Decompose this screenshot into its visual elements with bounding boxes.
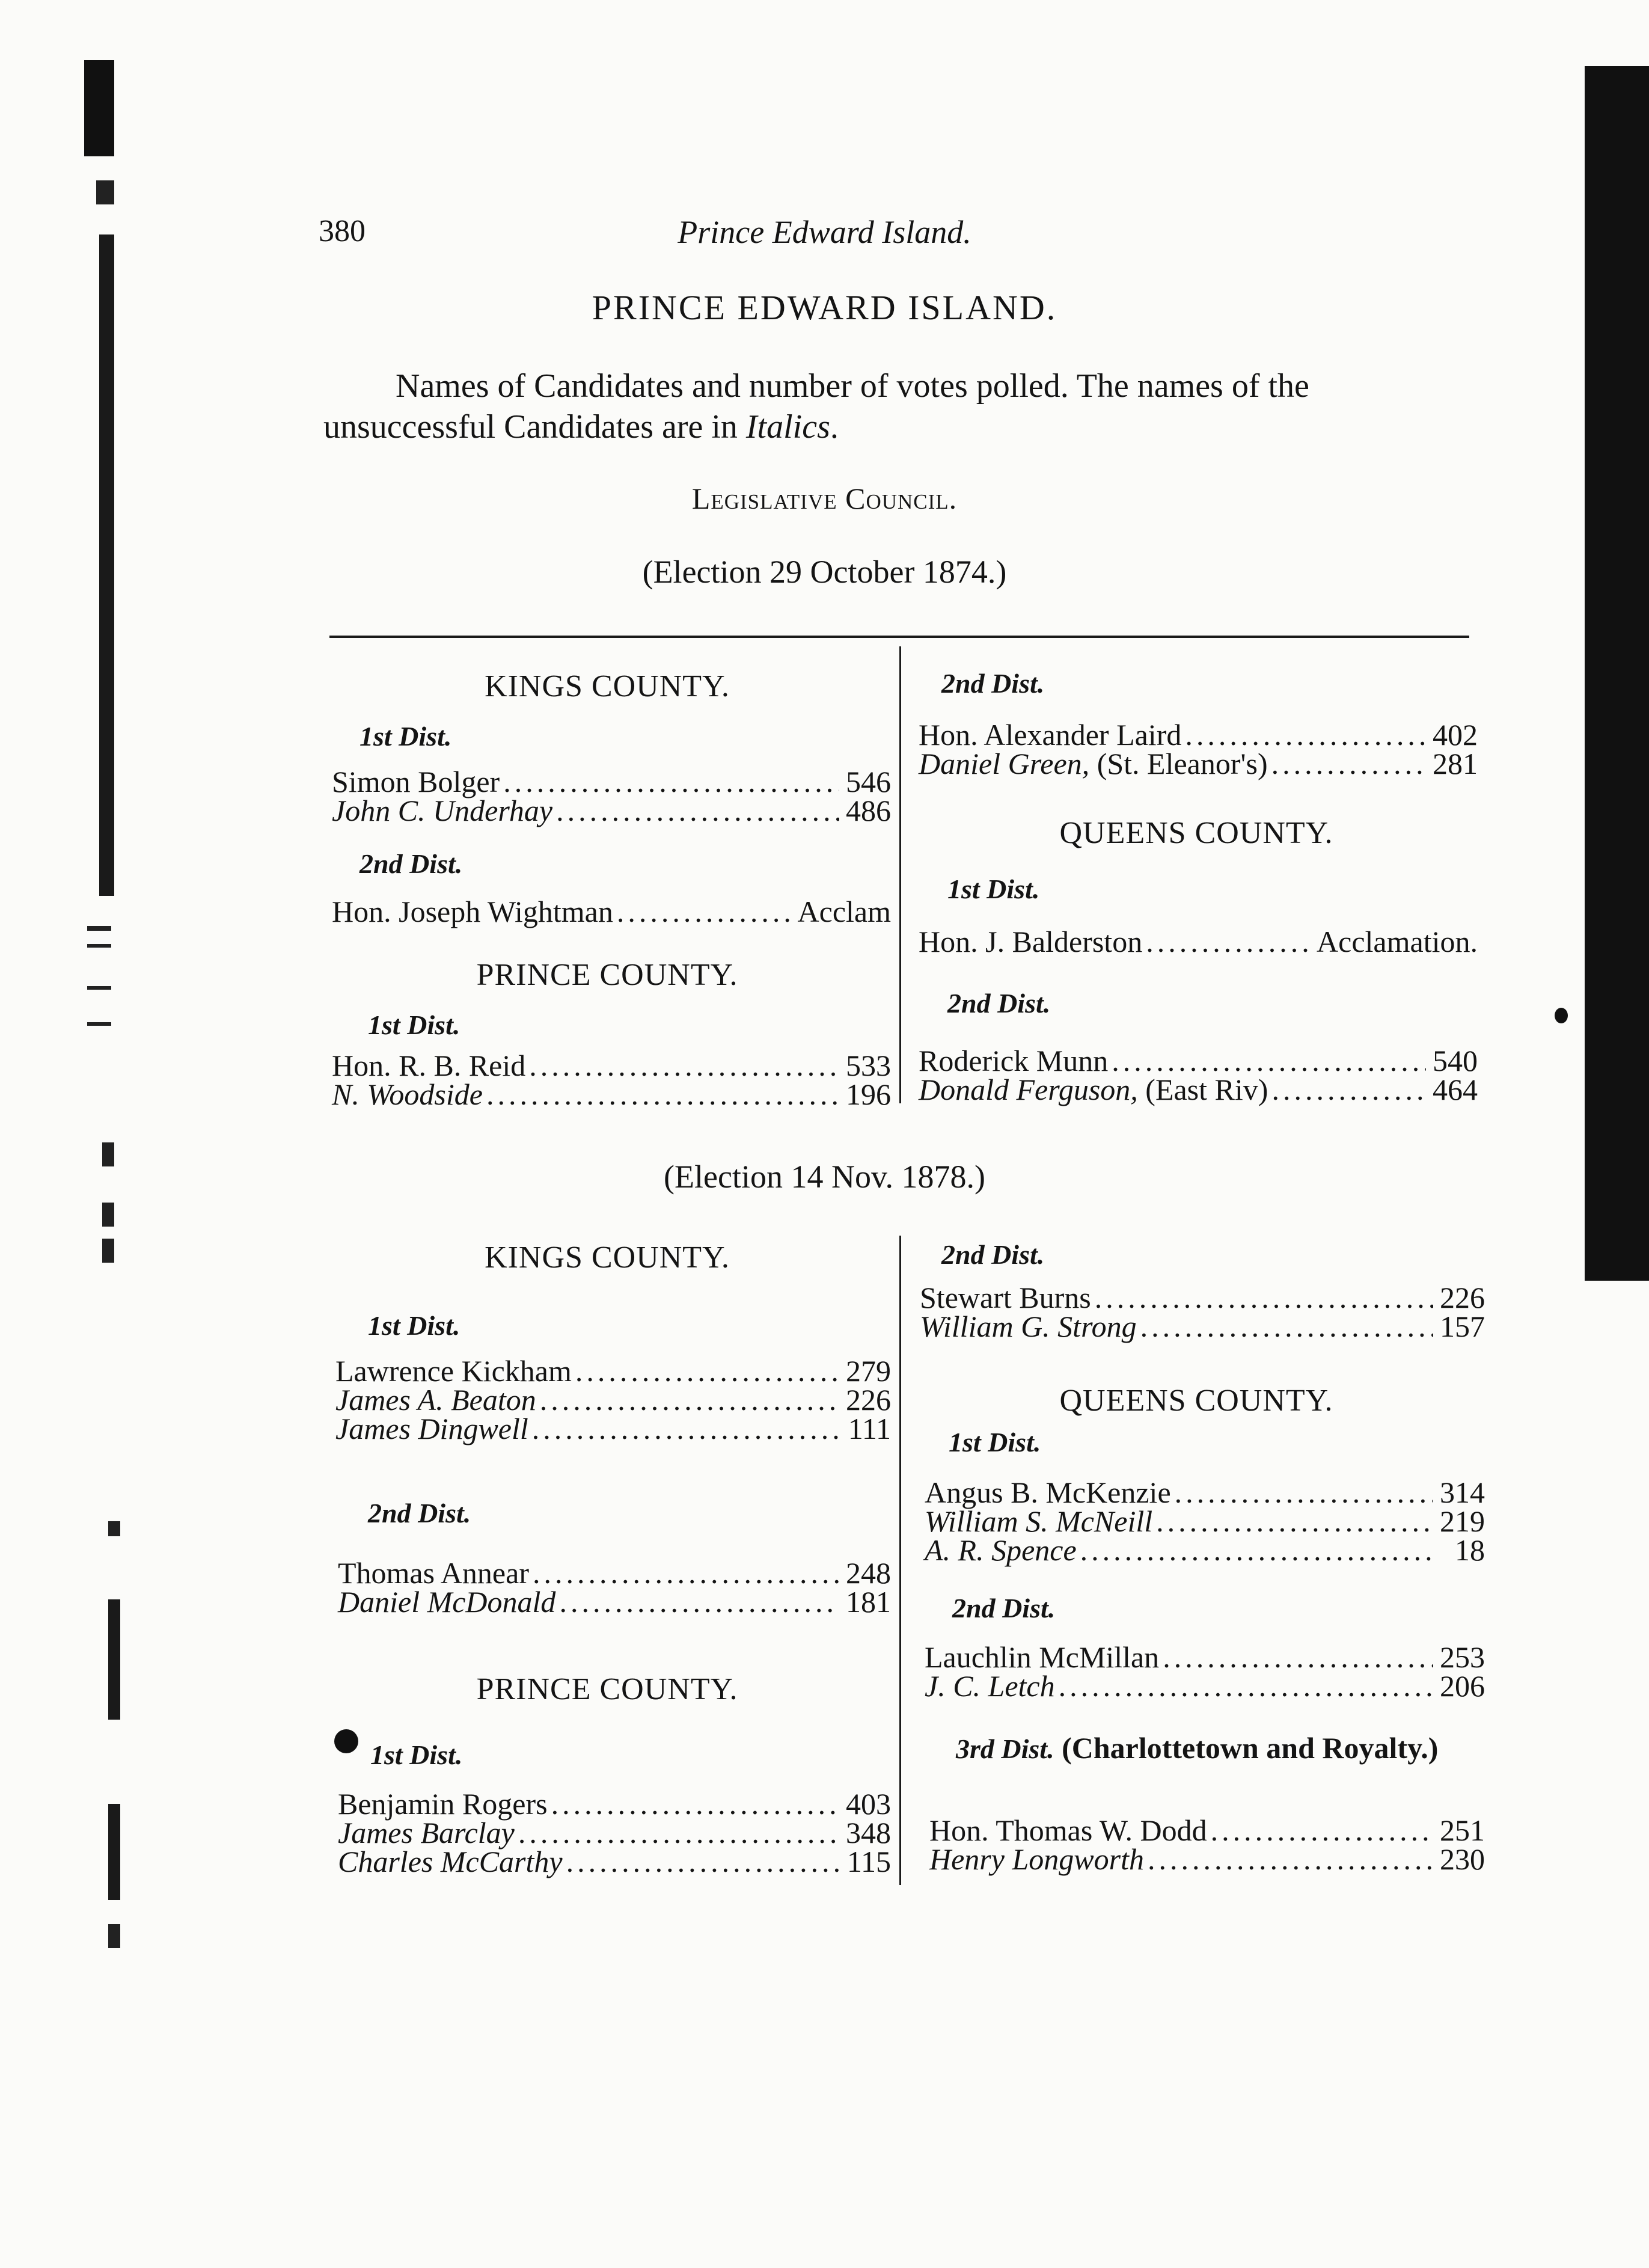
district-label: 1st Dist. [359,721,452,752]
district-label: 3rd Dist. [956,1733,1054,1764]
intro-italic-word: Italics [745,408,830,446]
page-number: 380 [319,214,366,248]
result-row: Benjamin Rogers ..... 403 [338,1788,891,1819]
district-label: 2nd Dist. [368,1498,471,1528]
result-row: Hon. J. Balderston ..... Acclamation. [919,926,1478,957]
result-row: James Dingwell ..... 111 [335,1413,891,1444]
result-row: William S. McNeill ..... 219 [925,1506,1485,1537]
result-row: Hon. Alexander Laird ..... 402 [919,719,1478,750]
district-label: 1st Dist. [947,874,1040,904]
result-row: J. C. Letch ..... 206 [925,1670,1485,1702]
result-row: Roderick Munn ..... 540 [919,1045,1478,1076]
county-heading: PRINCE COUNTY. [476,1672,738,1706]
result-row: Simon Bolger ..... 546 [332,766,891,797]
result-row: Lauchlin McMillan ..... 253 [925,1641,1485,1673]
election-1878-heading: (Election 14 Nov. 1878.) [664,1159,985,1195]
result-row: James Barclay ..... 348 [338,1817,891,1848]
county-heading: PRINCE COUNTY. [476,958,738,992]
result-row: N. Woodside ..... 196 [332,1079,891,1110]
result-row: Thomas Annear ..... 248 [338,1557,891,1589]
result-row: Stewart Burns ..... 226 [920,1282,1485,1313]
result-row: Hon. R. B. Reid ..... 533 [332,1050,891,1081]
page-title: PRINCE EDWARD ISLAND. [592,288,1057,327]
intro-end: . [830,408,839,446]
result-row: Daniel McDonald ..... 181 [338,1586,891,1617]
district-label: 1st Dist. [368,1010,460,1040]
district-label: 1st Dist. [370,1739,463,1770]
divider-rule [329,636,1469,638]
running-title: Prince Edward Island. [678,214,971,250]
result-row: Lawrence Kickham ..... 279 [335,1355,891,1387]
result-row: Angus B. McKenzie ..... 314 [925,1477,1485,1508]
result-row: Daniel Green, (St. Eleanor's) ..... 281 [919,748,1478,779]
ink-blot [334,1729,358,1753]
result-row: Donald Ferguson, (East Riv) ..... 464 [919,1074,1478,1105]
result-row: William G. Strong ..... 157 [920,1311,1485,1342]
election-1874-heading: (Election 29 October 1874.) [642,554,1007,590]
district-3-heading [929,1732,1470,1765]
district-label: 2nd Dist. [359,848,463,879]
district-label: 2nd Dist. [941,668,1045,699]
county-heading: QUEENS COUNTY. [1059,816,1333,850]
result-row: A. R. Spence ..... 18 [925,1534,1485,1566]
result-row: John C. Underhay ..... 486 [332,795,891,826]
district-label: 2nd Dist. [947,988,1051,1019]
district-label: 1st Dist. [368,1310,460,1341]
district-label: 2nd Dist. [941,1239,1045,1270]
section-heading: Legislative Council. [691,482,958,515]
column-rule [899,646,901,1103]
intro-paragraph [323,366,1466,447]
district-label: 1st Dist. [949,1427,1041,1457]
ink-blot [1555,1008,1568,1023]
scan-edge-marks [84,60,126,2044]
result-row: Hon. Joseph Wightman ..... Acclam [332,896,891,927]
county-heading: QUEENS COUNTY. [1059,1384,1333,1418]
result-row: Charles McCarthy ..... 115 [338,1846,891,1877]
district-note: (Charlottetown and Royalty.) [1062,1731,1439,1765]
result-row: Henry Longworth ..... 230 [929,1844,1485,1875]
result-row: James A. Beaton ..... 226 [335,1384,891,1415]
column-rule [899,1236,901,1885]
county-heading: KINGS COUNTY. [485,669,730,703]
district-label: 2nd Dist. [952,1593,1056,1623]
county-heading: KINGS COUNTY. [485,1240,730,1275]
intro-text: Names of Candidates and number of votes polled. The names of the unsuccessful Candidates are in [323,367,1309,446]
result-row: Hon. Thomas W. Dodd ..... 251 [929,1815,1485,1846]
